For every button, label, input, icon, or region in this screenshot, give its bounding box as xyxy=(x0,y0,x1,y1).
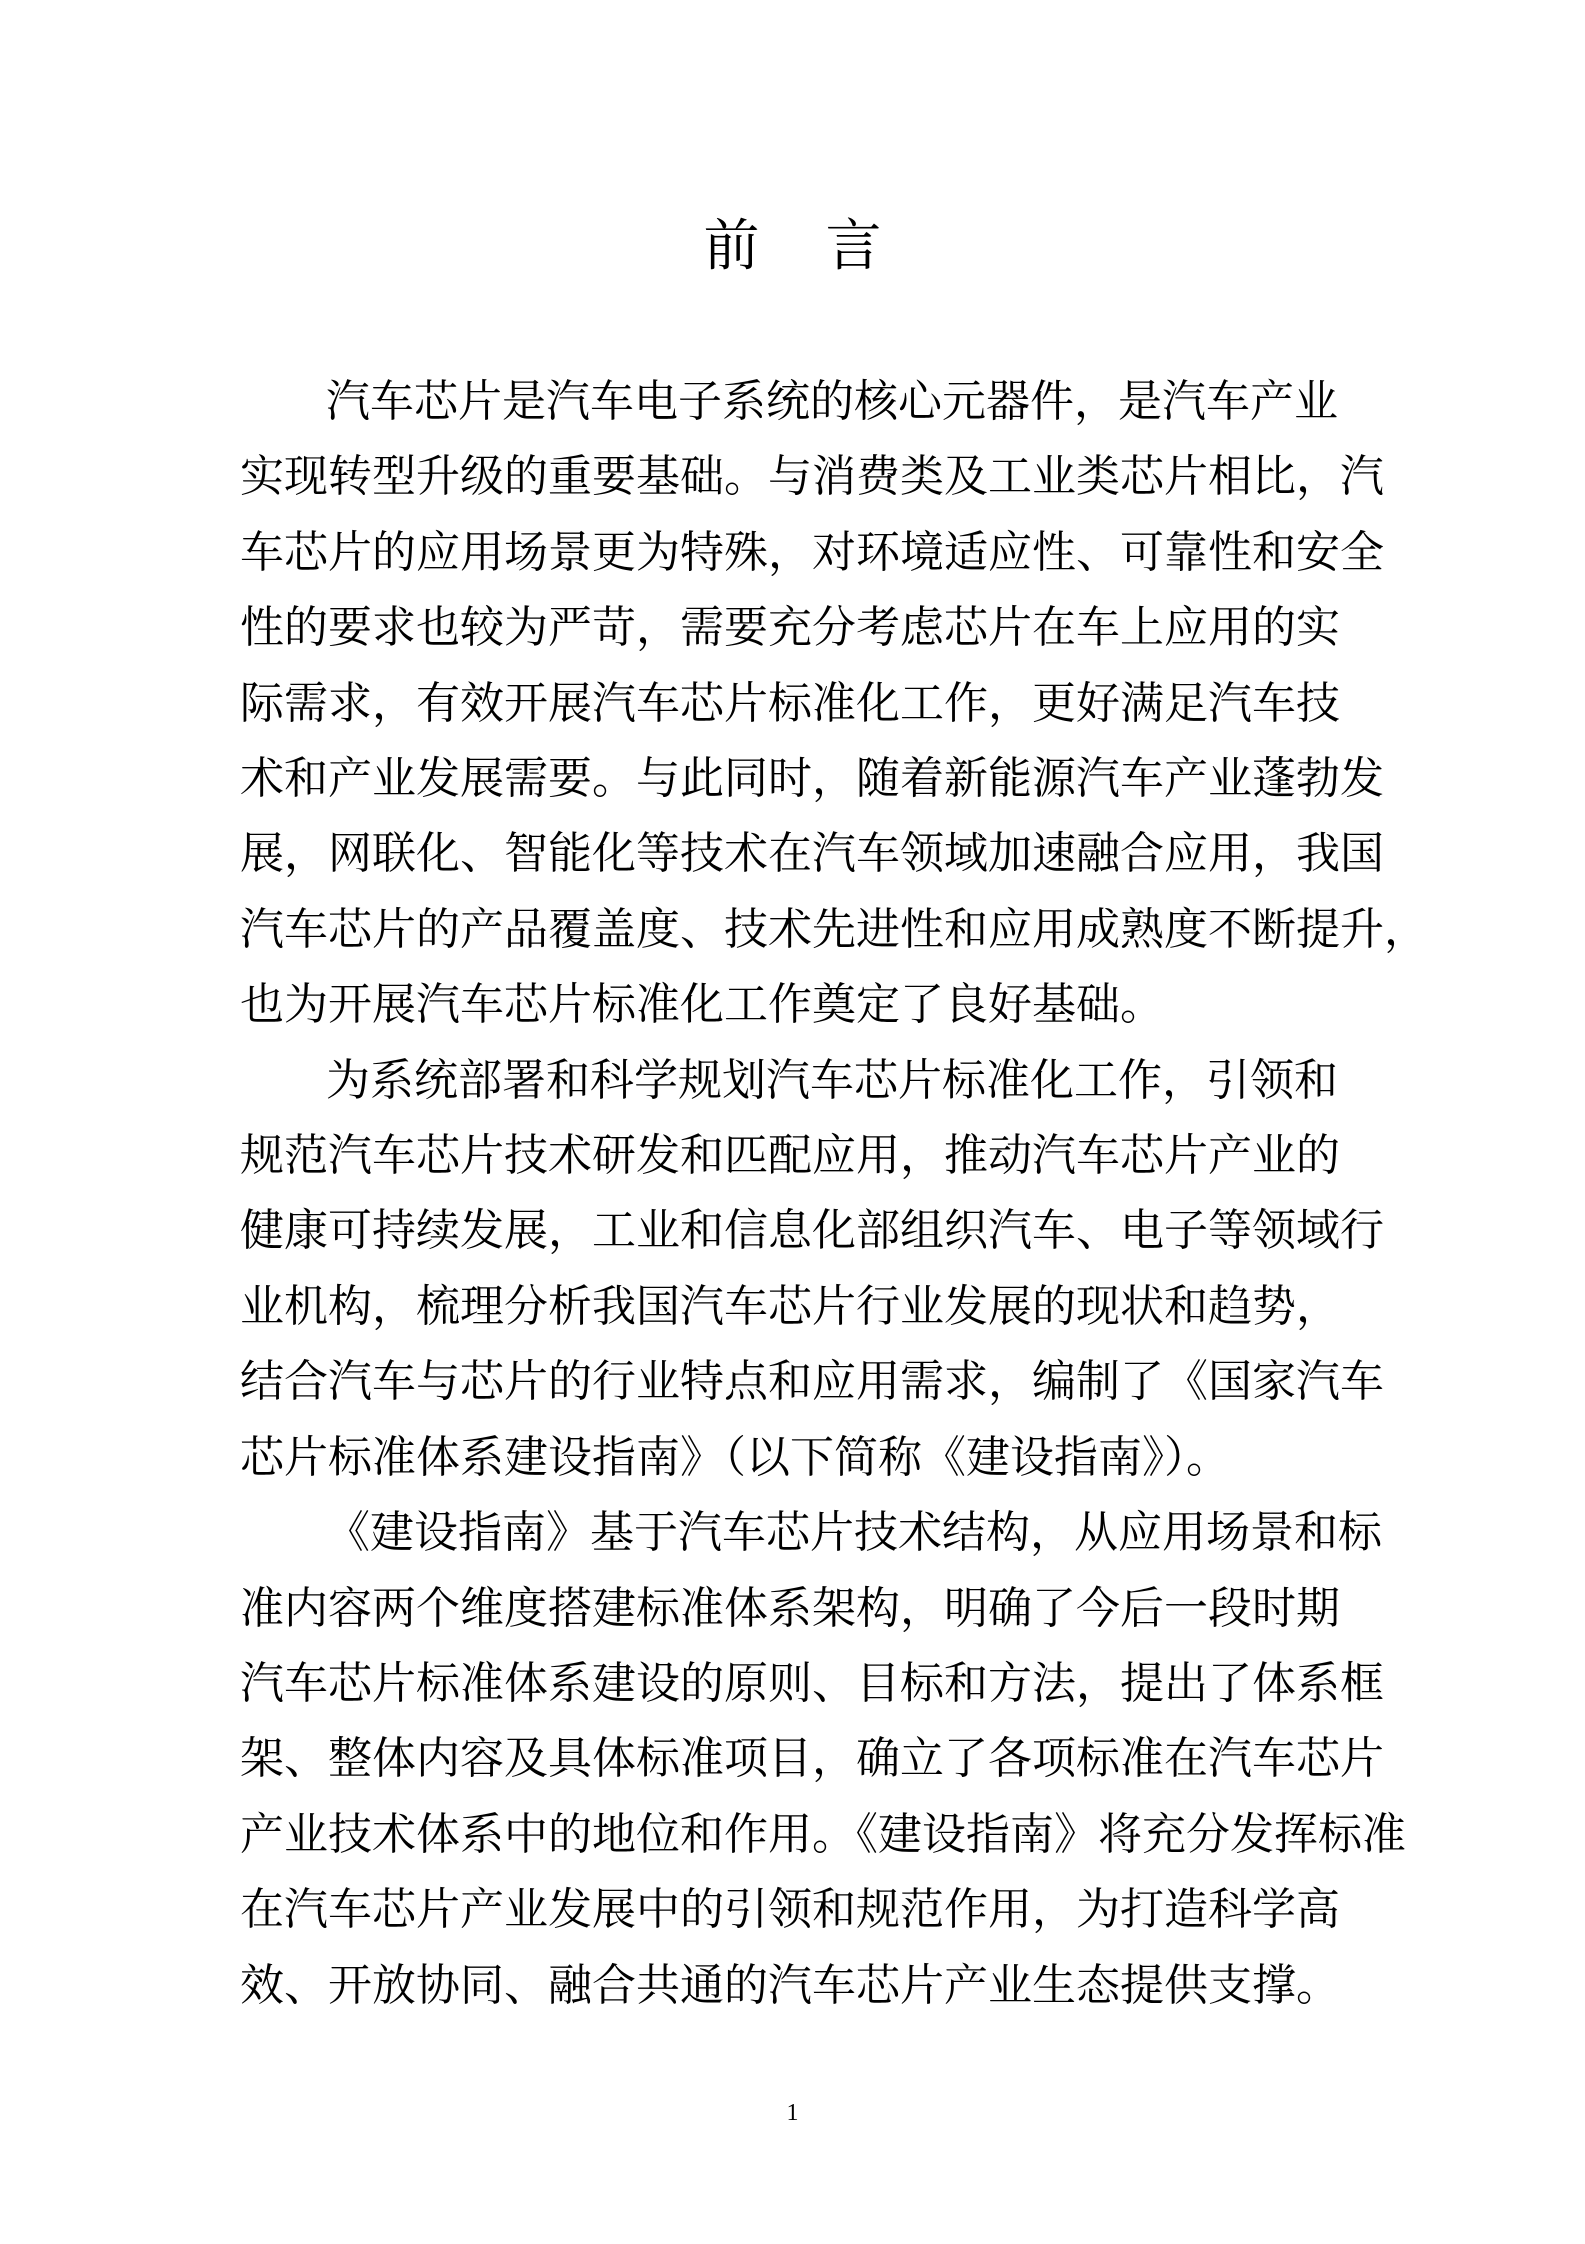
paragraph-line: 车芯片的应用场景更为特殊，对环境适应性、可靠性和安全 xyxy=(240,526,1384,578)
paragraph-2 xyxy=(240,1043,1384,1495)
paragraph-line: 结合汽车与芯片的行业特点和应用需求，编制了《国家汽车 xyxy=(240,1356,1384,1408)
paragraph-3 xyxy=(240,1495,1406,2023)
preface-body xyxy=(240,364,1428,2023)
paragraph-line: 效、开放协同、融合共通的汽车芯片产业生态提供支撑。 xyxy=(240,1959,1340,2011)
paragraph-line: 架、整体内容及具体标准项目，确立了各项标准在汽车芯片 xyxy=(240,1733,1384,1785)
page-title: 前言 xyxy=(703,214,948,279)
paragraph-line: 展，网联化、智能化等技术在汽车领域加速融合应用，我国 xyxy=(240,828,1384,880)
paragraph-line: 汽车芯片标准体系建设的原则、目标和方法，提出了体系框 xyxy=(240,1657,1384,1709)
paragraph-line: 汽车芯片是汽车电子系统的核心元器件，是汽车产业 xyxy=(326,376,1338,427)
paragraph-line: 术和产业发展需要。与此同时，随着新能源汽车产业蓬勃发 xyxy=(240,753,1384,805)
page-number: 1 xyxy=(786,2100,799,2126)
paragraph-line: 际需求，有效开展汽车芯片标准化工作，更好满足汽车技 xyxy=(240,677,1340,729)
paragraph-line: 《建设指南》基于汽车芯片技术结构，从应用场景和标 xyxy=(326,1507,1382,1559)
paragraph-line: 芯片标准体系建设指南》（以下简称《建设指南》）。 xyxy=(240,1431,1230,1483)
paragraph-line: 实现转型升级的重要基础。与消费类及工业类芯片相比，汽 xyxy=(240,451,1384,503)
paragraph-line: 也为开展汽车芯片标准化工作奠定了良好基础。 xyxy=(240,979,1164,1031)
paragraph-line: 准内容两个维度搭建标准体系架构，明确了今后一段时期 xyxy=(240,1582,1340,1634)
paragraph-line: 为系统部署和科学规划汽车芯片标准化工作，引领和 xyxy=(326,1054,1338,1106)
paragraph-line: 健康可持续发展，工业和信息化部组织汽车、电子等领域行 xyxy=(240,1205,1384,1257)
paragraph-line: 汽车芯片的产品覆盖度、技术先进性和应用成熟度不断提升， xyxy=(240,903,1428,955)
paragraph-line: 规范汽车芯片技术研发和匹配应用，推动汽车芯片产业的 xyxy=(240,1130,1340,1182)
paragraph-line: 业机构，梳理分析我国汽车芯片行业发展的现状和趋势， xyxy=(240,1280,1340,1332)
paragraph-line: 在汽车芯片产业发展中的引领和规范作用，为打造科学高 xyxy=(240,1884,1340,1936)
paragraph-1 xyxy=(240,364,1428,1043)
paragraph-line: 产业技术体系中的地位和作用。《建设指南》将充分发挥标准 xyxy=(240,1808,1406,1860)
paragraph-line: 性的要求也较为严苛，需要充分考虑芯片在车上应用的实 xyxy=(240,602,1340,654)
